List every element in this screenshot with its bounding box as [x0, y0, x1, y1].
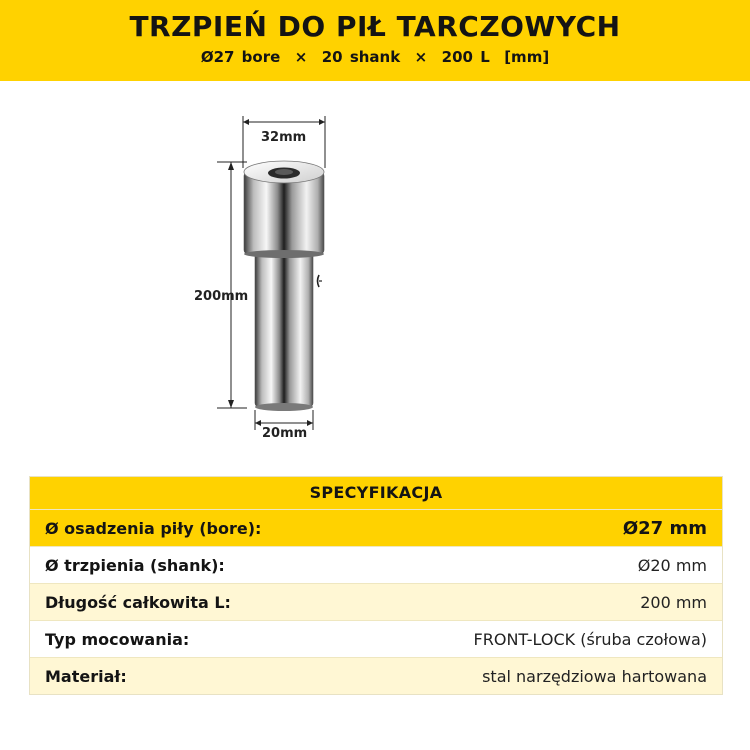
title-banner	[0, 0, 750, 81]
arbor-illustration	[185, 110, 355, 450]
spec-row-mount	[30, 620, 722, 657]
spec-label: Typ mocowania:	[45, 629, 190, 649]
page-title: TRZPIEŃ DO PIŁ TARCZOWYCH	[129, 10, 621, 43]
spec-label: Długość całkowita L:	[45, 592, 231, 612]
spec-row-shank	[30, 546, 722, 583]
page-subtitle: Ø27 bore × 20 shank × 200 L [mm]	[200, 48, 550, 66]
spec-label: Materiał:	[45, 666, 127, 686]
spec-row-bore	[30, 509, 722, 546]
product-drawing	[185, 110, 355, 450]
spec-value: Ø27 mm	[622, 517, 707, 539]
dimension-height-label: 200mm	[194, 289, 249, 304]
spec-value: Ø20 mm	[637, 555, 707, 575]
spec-value: FRONT-LOCK (śruba czołowa)	[473, 629, 707, 649]
spec-label: Ø trzpienia (shank):	[45, 555, 225, 575]
dimension-bottom-label: 20mm	[262, 426, 308, 441]
spec-row-length	[30, 583, 722, 620]
spec-table	[29, 476, 723, 695]
spec-label: Ø osadzenia piły (bore):	[45, 518, 262, 538]
spec-heading: SPECYFIKACJA	[30, 477, 722, 509]
spec-value: 200 mm	[640, 592, 707, 612]
spec-value: stal narzędziowa hartowana	[482, 666, 707, 686]
spec-row-material	[30, 657, 722, 694]
dimension-top-label: 32mm	[261, 130, 307, 145]
